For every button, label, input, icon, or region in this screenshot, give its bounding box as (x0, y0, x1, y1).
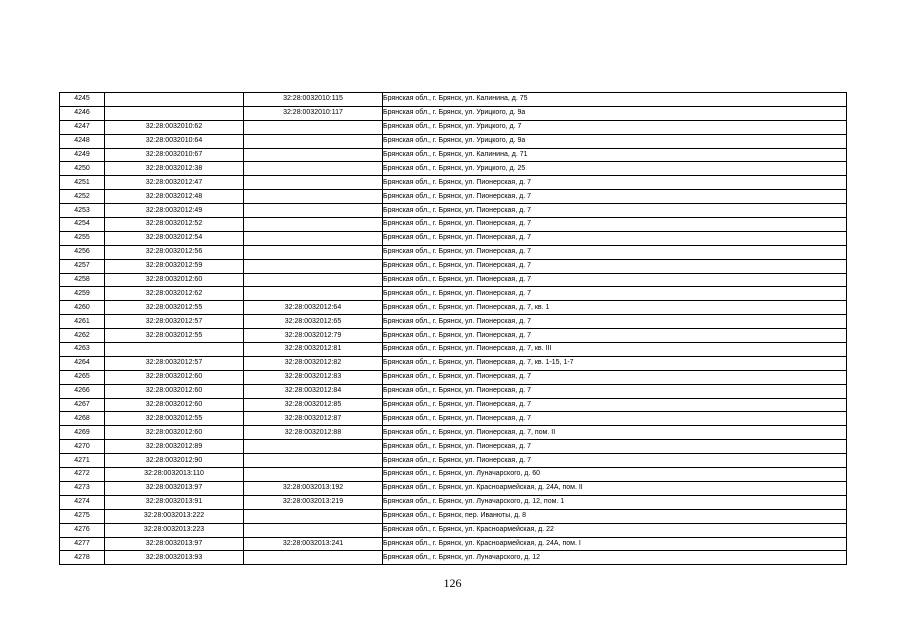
cadastral-number-cell: 32:28:0032013:222 (105, 509, 244, 523)
object-cadastral-number-cell (244, 134, 383, 148)
table-row (60, 231, 847, 245)
row-number-cell: 4250 (60, 162, 105, 176)
address-cell: Брянская обл., г. Брянск, ул. Пионерская, д. 7 (383, 190, 847, 204)
cadastral-number-cell: 32:28:0032012:56 (105, 245, 244, 259)
row-number-cell: 4249 (60, 148, 105, 162)
cadastral-number-cell: 32:28:0032012:55 (105, 329, 244, 343)
address-cell: Брянская обл., г. Брянск, ул. Пионерская, д. 7 (383, 384, 847, 398)
object-cadastral-number-cell (244, 245, 383, 259)
table-row (60, 120, 847, 134)
table-row (60, 245, 847, 259)
row-number-cell: 4268 (60, 412, 105, 426)
object-cadastral-number-cell (244, 204, 383, 218)
row-number-cell: 4248 (60, 134, 105, 148)
table-row (60, 412, 847, 426)
cadastral-number-cell: 32:28:0032013:223 (105, 523, 244, 537)
row-number-cell: 4256 (60, 245, 105, 259)
table-row (60, 551, 847, 565)
object-cadastral-number-cell: 32:28:0032013:219 (244, 495, 383, 509)
cadastral-number-cell: 32:28:0032012:48 (105, 190, 244, 204)
cadastral-number-cell: 32:28:0032012:55 (105, 412, 244, 426)
table-row (60, 440, 847, 454)
address-cell: Брянская обл., г. Брянск, ул. Пионерская, д. 7, пом. II (383, 426, 847, 440)
address-cell: Брянская обл., г. Брянск, ул. Луначарского, д. 12 (383, 551, 847, 565)
table-row (60, 370, 847, 384)
cadastral-number-cell: 32:28:0032010:67 (105, 148, 244, 162)
row-number-cell: 4266 (60, 384, 105, 398)
row-number-cell: 4262 (60, 329, 105, 343)
address-cell: Брянская обл., г. Брянск, ул. Калинина, д. 71 (383, 148, 847, 162)
row-number-cell: 4275 (60, 509, 105, 523)
table-row (60, 495, 847, 509)
address-cell: Брянская обл., г. Брянск, ул. Луначарского, д. 12, пом. 1 (383, 495, 847, 509)
table-row (60, 523, 847, 537)
address-cell: Брянская обл., г. Брянск, ул. Пионерская, д. 7 (383, 329, 847, 343)
cadastral-number-cell: 32:28:0032013:97 (105, 537, 244, 551)
object-cadastral-number-cell: 32:28:0032013:192 (244, 481, 383, 495)
cadastral-number-cell: 32:28:0032013:97 (105, 481, 244, 495)
row-number-cell: 4260 (60, 301, 105, 315)
table-row (60, 148, 847, 162)
row-number-cell: 4263 (60, 343, 105, 357)
address-cell: Брянская обл., г. Брянск, ул. Пионерская, д. 7 (383, 176, 847, 190)
row-number-cell: 4247 (60, 120, 105, 134)
table-row (60, 509, 847, 523)
cadastral-number-cell: 32:28:0032012:49 (105, 204, 244, 218)
address-cell: Брянская обл., г. Брянск, ул. Пионерская, д. 7 (383, 412, 847, 426)
object-cadastral-number-cell: 32:28:0032013:241 (244, 537, 383, 551)
row-number-cell: 4272 (60, 468, 105, 482)
row-number-cell: 4277 (60, 537, 105, 551)
cadastral-number-cell: 32:28:0032013:91 (105, 495, 244, 509)
object-cadastral-number-cell (244, 287, 383, 301)
registry-table-body (60, 93, 847, 565)
cadastral-number-cell: 32:28:0032013:93 (105, 551, 244, 565)
address-cell: Брянская обл., г. Брянск, ул. Пионерская, д. 7 (383, 287, 847, 301)
address-cell: Брянская обл., г. Брянск, ул. Пионерская, д. 7 (383, 204, 847, 218)
object-cadastral-number-cell: 32:28:0032012:85 (244, 398, 383, 412)
cadastral-number-cell: 32:28:0032012:60 (105, 384, 244, 398)
object-cadastral-number-cell: 32:28:0032012:82 (244, 356, 383, 370)
row-number-cell: 4270 (60, 440, 105, 454)
address-cell: Брянская обл., г. Брянск, ул. Красноармейская, д. 24А, пом. I (383, 537, 847, 551)
table-row (60, 106, 847, 120)
address-cell: Брянская обл., г. Брянск, ул. Красноармейская, д. 24А, пом. II (383, 481, 847, 495)
object-cadastral-number-cell: 32:28:0032012:64 (244, 301, 383, 315)
object-cadastral-number-cell (244, 273, 383, 287)
address-cell: Брянская обл., г. Брянск, ул. Пионерская, д. 7 (383, 259, 847, 273)
table-row (60, 329, 847, 343)
cadastral-number-cell: 32:28:0032012:60 (105, 370, 244, 384)
address-cell: Брянская обл., г. Брянск, ул. Пионерская, д. 7 (383, 245, 847, 259)
row-number-cell: 4273 (60, 481, 105, 495)
cadastral-number-cell: 32:28:0032012:62 (105, 287, 244, 301)
cadastral-number-cell: 32:28:0032012:90 (105, 454, 244, 468)
row-number-cell: 4252 (60, 190, 105, 204)
row-number-cell: 4254 (60, 218, 105, 232)
table-row (60, 315, 847, 329)
address-cell: Брянская обл., г. Брянск, ул. Красноармейская, д. 22 (383, 523, 847, 537)
table-row (60, 356, 847, 370)
table-row (60, 162, 847, 176)
row-number-cell: 4278 (60, 551, 105, 565)
object-cadastral-number-cell: 32:28:0032012:88 (244, 426, 383, 440)
row-number-cell: 4255 (60, 231, 105, 245)
object-cadastral-number-cell: 32:28:0032012:79 (244, 329, 383, 343)
address-cell: Брянская обл., г. Брянск, ул. Калинина, д. 75 (383, 93, 847, 107)
address-cell: Брянская обл., г. Брянск, ул. Пионерская, д. 7, кв. III (383, 343, 847, 357)
row-number-cell: 4271 (60, 454, 105, 468)
row-number-cell: 4269 (60, 426, 105, 440)
cadastral-number-cell: 32:28:0032012:54 (105, 231, 244, 245)
object-cadastral-number-cell (244, 509, 383, 523)
table-row (60, 273, 847, 287)
address-cell: Брянская обл., г. Брянск, пер. Иванюты, д. 8 (383, 509, 847, 523)
address-cell: Брянская обл., г. Брянск, ул. Урицкого, д. 25 (383, 162, 847, 176)
object-cadastral-number-cell (244, 259, 383, 273)
object-cadastral-number-cell: 32:28:0032012:87 (244, 412, 383, 426)
object-cadastral-number-cell (244, 120, 383, 134)
row-number-cell: 4253 (60, 204, 105, 218)
table-row (60, 287, 847, 301)
address-cell: Брянская обл., г. Брянск, ул. Урицкого, д. 7 (383, 120, 847, 134)
table-row (60, 398, 847, 412)
table-row (60, 134, 847, 148)
object-cadastral-number-cell (244, 190, 383, 204)
address-cell: Брянская обл., г. Брянск, ул. Луначарского, д. 60 (383, 468, 847, 482)
address-cell: Брянская обл., г. Брянск, ул. Пионерская, д. 7 (383, 440, 847, 454)
cadastral-number-cell: 32:28:0032012:60 (105, 273, 244, 287)
object-cadastral-number-cell (244, 551, 383, 565)
address-cell: Брянская обл., г. Брянск, ул. Пионерская, д. 7 (383, 315, 847, 329)
row-number-cell: 4251 (60, 176, 105, 190)
row-number-cell: 4274 (60, 495, 105, 509)
table-row (60, 384, 847, 398)
table-row (60, 537, 847, 551)
cadastral-number-cell (105, 343, 244, 357)
row-number-cell: 4265 (60, 370, 105, 384)
object-cadastral-number-cell: 32:28:0032012:84 (244, 384, 383, 398)
row-number-cell: 4267 (60, 398, 105, 412)
cadastral-number-cell: 32:28:0032012:38 (105, 162, 244, 176)
cadastral-number-cell: 32:28:0032012:47 (105, 176, 244, 190)
row-number-cell: 4259 (60, 287, 105, 301)
table-row (60, 218, 847, 232)
address-cell: Брянская обл., г. Брянск, ул. Пионерская, д. 7, кв. 1-15, 1-7 (383, 356, 847, 370)
address-cell: Брянская обл., г. Брянск, ул. Пионерская, д. 7 (383, 398, 847, 412)
cadastral-number-cell: 32:28:0032012:89 (105, 440, 244, 454)
cadastral-number-cell: 32:28:0032012:60 (105, 426, 244, 440)
object-cadastral-number-cell (244, 523, 383, 537)
cadastral-number-cell: 32:28:0032012:60 (105, 398, 244, 412)
table-row (60, 190, 847, 204)
table-row (60, 468, 847, 482)
table-row (60, 176, 847, 190)
object-cadastral-number-cell (244, 440, 383, 454)
cadastral-number-cell: 32:28:0032012:57 (105, 315, 244, 329)
object-cadastral-number-cell: 32:28:0032012:83 (244, 370, 383, 384)
address-cell: Брянская обл., г. Брянск, ул. Пионерская, д. 7 (383, 231, 847, 245)
row-number-cell: 4264 (60, 356, 105, 370)
cadastral-number-cell: 32:28:0032010:64 (105, 134, 244, 148)
address-cell: Брянская обл., г. Брянск, ул. Пионерская, д. 7 (383, 218, 847, 232)
address-cell: Брянская обл., г. Брянск, ул. Пионерская, д. 7, кв. 1 (383, 301, 847, 315)
object-cadastral-number-cell (244, 148, 383, 162)
cadastral-number-cell: 32:28:0032013:110 (105, 468, 244, 482)
address-cell: Брянская обл., г. Брянск, ул. Пионерская, д. 7 (383, 454, 847, 468)
object-cadastral-number-cell: 32:28:0032010:115 (244, 93, 383, 107)
object-cadastral-number-cell (244, 218, 383, 232)
cadastral-number-cell: 32:28:0032012:52 (105, 218, 244, 232)
row-number-cell: 4257 (60, 259, 105, 273)
table-row (60, 204, 847, 218)
registry-table (59, 92, 847, 565)
page-number: 126 (443, 576, 462, 590)
table-row (60, 426, 847, 440)
row-number-cell: 4261 (60, 315, 105, 329)
cadastral-number-cell: 32:28:0032012:57 (105, 356, 244, 370)
cadastral-number-cell: 32:28:0032010:62 (105, 120, 244, 134)
address-cell: Брянская обл., г. Брянск, ул. Урицкого, д. 9а (383, 106, 847, 120)
cadastral-number-cell (105, 93, 244, 107)
address-cell: Брянская обл., г. Брянск, ул. Пионерская, д. 7 (383, 370, 847, 384)
object-cadastral-number-cell (244, 231, 383, 245)
table-row (60, 343, 847, 357)
object-cadastral-number-cell: 32:28:0032012:81 (244, 343, 383, 357)
object-cadastral-number-cell (244, 454, 383, 468)
table-row (60, 481, 847, 495)
object-cadastral-number-cell (244, 176, 383, 190)
cadastral-number-cell (105, 106, 244, 120)
object-cadastral-number-cell: 32:28:0032010:117 (244, 106, 383, 120)
cadastral-number-cell: 32:28:0032012:55 (105, 301, 244, 315)
object-cadastral-number-cell (244, 162, 383, 176)
table-row (60, 259, 847, 273)
object-cadastral-number-cell: 32:28:0032012:65 (244, 315, 383, 329)
object-cadastral-number-cell (244, 468, 383, 482)
address-cell: Брянская обл., г. Брянск, ул. Урицкого, д. 9а (383, 134, 847, 148)
cadastral-number-cell: 32:28:0032012:59 (105, 259, 244, 273)
row-number-cell: 4246 (60, 106, 105, 120)
table-row (60, 454, 847, 468)
table-row (60, 93, 847, 107)
table-row (60, 301, 847, 315)
address-cell: Брянская обл., г. Брянск, ул. Пионерская, д. 7 (383, 273, 847, 287)
row-number-cell: 4258 (60, 273, 105, 287)
row-number-cell: 4245 (60, 93, 105, 107)
row-number-cell: 4276 (60, 523, 105, 537)
